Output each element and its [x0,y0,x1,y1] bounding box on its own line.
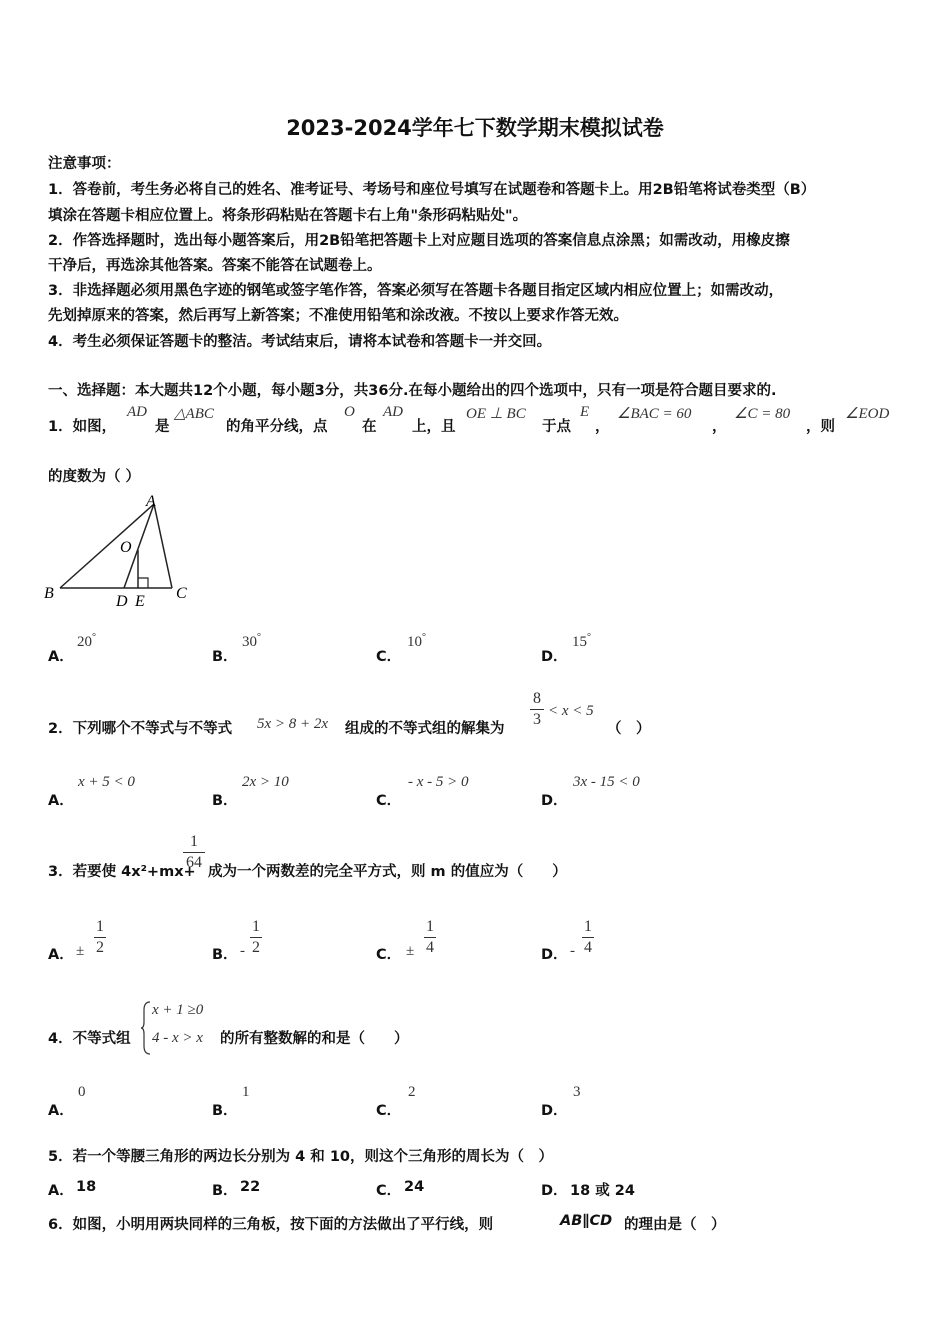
q3-text: 成为一个两数差的完全平方式，则 m 的值应为（ ） [208,864,567,880]
option-label: B． [212,793,238,809]
denominator: 4 [584,939,592,956]
q1-math: △ABC [174,406,214,422]
numerator: 1 [426,918,434,935]
option-value: 2 [408,1084,416,1100]
notice-line: 4．考生必须保证答题卡的整洁。考试结束后，请将本试卷和答题卡一并交回。 [48,334,552,350]
notice-line: 先划掉原来的答案，然后再写上新答案；不准使用铅笔和涂改液。不按以上要求作答无效。 [48,308,628,324]
option-sign: ± [76,943,85,959]
option-label: B． [212,947,238,963]
q1-math: OE ⊥ BC [466,406,526,422]
denominator: 2 [96,939,104,956]
label-o: O [120,539,132,556]
side-ac [154,504,172,588]
numerator: 1 [190,833,198,850]
q4-text: 4．不等式组 [48,1031,131,1047]
page-title: 2023-2024学年七下数学期末模拟试卷 [286,116,664,140]
option-label: D． [541,1103,568,1119]
q1-math: AD [383,404,403,420]
label-a: A [146,493,156,510]
q2-text: 组成的不等式组的解集为 [345,721,505,737]
option-label: A． [48,1183,74,1199]
option-value: 3x - 15 < 0 [573,774,640,790]
option-label: A． [48,947,74,963]
option-value: 2x > 10 [242,774,289,790]
q2-text: （ ） [607,721,651,737]
q1-comma: ， [595,419,610,435]
option-label: C． [376,947,402,963]
q1-text: 1．如图， [48,419,117,435]
option-label: A． [48,649,74,665]
q1-math: E [580,404,590,420]
q1-math: AD [127,404,147,420]
option-fraction [94,918,106,957]
q3-text: 3．若要使 4x²+mx+ [48,864,196,880]
q1-text: 的度数为（ ） [48,469,141,485]
option-value: 10° [407,632,426,650]
q2-math: < x < 5 [548,703,594,719]
option-label: A． [48,1103,74,1119]
notice-line: 2．作答选择题时，选出每小题答案后，用2B铅笔把答题卡上对应题目选项的答案信息点涂黑；如需改动，用橡皮擦 [48,233,790,249]
q2-fraction [530,690,544,729]
q1-math: O [344,404,355,420]
option-label: C． [376,649,402,665]
q4-row: 4 - x > x [152,1030,203,1046]
side-ab [60,504,154,588]
label-b: B [44,585,54,602]
option-label: C． [376,1103,402,1119]
numerator: 1 [584,918,592,935]
notice-heading: 注意事项： [48,156,121,172]
option-value: 30° [242,632,261,650]
option-value: 22 [240,1179,261,1195]
option-label: D． [541,1183,568,1199]
option-label: C． [376,1183,402,1199]
notice-line: 1．答卷前，考生务必将自己的姓名、准考证号、考场号和座位号填写在试题卷和答题卡上。用2B铅笔将试卷类型（B） [48,182,816,198]
option-label: D． [541,793,568,809]
option-label: D． [541,649,568,665]
option-label: B． [212,649,238,665]
q1-text: 的角平分线，点 [226,419,328,435]
numerator: 1 [96,918,104,935]
q1-text: 是 [155,419,170,435]
q6-text: 的理由是（ ） [624,1217,726,1233]
label-e: E [135,593,145,610]
q5-text: 5．若一个等腰三角形的两边长分别为 4 和 10，则这个三角形的周长为（ ） [48,1149,553,1165]
option-sign: - [570,943,575,959]
option-sign: - [240,943,245,959]
option-sign: ± [406,943,415,959]
notice-line: 3．非选择题必须用黑色字迹的钢笔或签字笔作答，答案必须写在答题卡各题目指定区域内相应位置上；如需改动， [48,283,784,299]
q2-text: 2．下列哪个不等式与不等式 [48,721,233,737]
q6-math: AB∥CD [560,1213,613,1229]
denominator: 4 [426,939,434,956]
label-d: D [116,593,128,610]
option-value: 20° [77,632,96,650]
q1-comma: ， [712,419,727,435]
system-brace [140,1000,152,1056]
option-value: 18 或 24 [570,1183,635,1199]
option-value: 1 [242,1084,250,1100]
q6-text: 6．如图，小明用两块同样的三角板，按下面的方法做出了平行线，则 [48,1217,494,1233]
option-label: A． [48,793,74,809]
option-label: C． [376,793,402,809]
q3-fraction [183,833,205,872]
option-value: - x - 5 > 0 [408,774,469,790]
option-label: B． [212,1183,238,1199]
denominator: 3 [533,711,541,728]
option-label: D． [541,947,568,963]
option-value: 24 [404,1179,425,1195]
option-fraction [582,918,594,957]
option-value: 3 [573,1084,581,1100]
q1-text: 于点 [542,419,571,435]
option-value: x + 5 < 0 [78,774,135,790]
triangle-figure [40,490,210,615]
q4-text: 的所有整数解的和是（ ） [220,1031,409,1047]
q1-math: ∠C = 80 [734,406,791,422]
option-label: B． [212,1103,238,1119]
q2-math: 5x > 8 + 2x [257,716,329,732]
denominator: 64 [186,854,202,871]
notice-line: 填涂在答题卡相应位置上。将条形码粘贴在答题卡右上角"条形码粘贴处"。 [48,208,528,224]
q4-row: x + 1 ≥0 [152,1002,204,1018]
option-value: 0 [78,1084,86,1100]
q1-text: 在 [362,419,377,435]
section-heading: 一、选择题：本大题共12个小题，每小题3分，共36分.在每小题给出的四个选项中，只有一项是符合题目要求的. [48,383,777,399]
option-value: 15° [572,632,591,650]
denominator: 2 [252,939,260,956]
numerator: 8 [533,690,541,707]
label-c: C [176,585,187,602]
right-angle-mark [138,578,148,588]
q1-math: ∠EOD [845,406,890,422]
option-fraction [424,918,436,957]
notice-line: 干净后，再选涂其他答案。答案不能答在试题卷上。 [48,258,382,274]
option-fraction [250,918,262,957]
q1-text: 上，且 [412,419,456,435]
option-value: 18 [76,1179,97,1195]
numerator: 1 [252,918,260,935]
q1-text: ，则 [806,419,835,435]
q1-math: ∠BAC = 60 [617,406,692,422]
